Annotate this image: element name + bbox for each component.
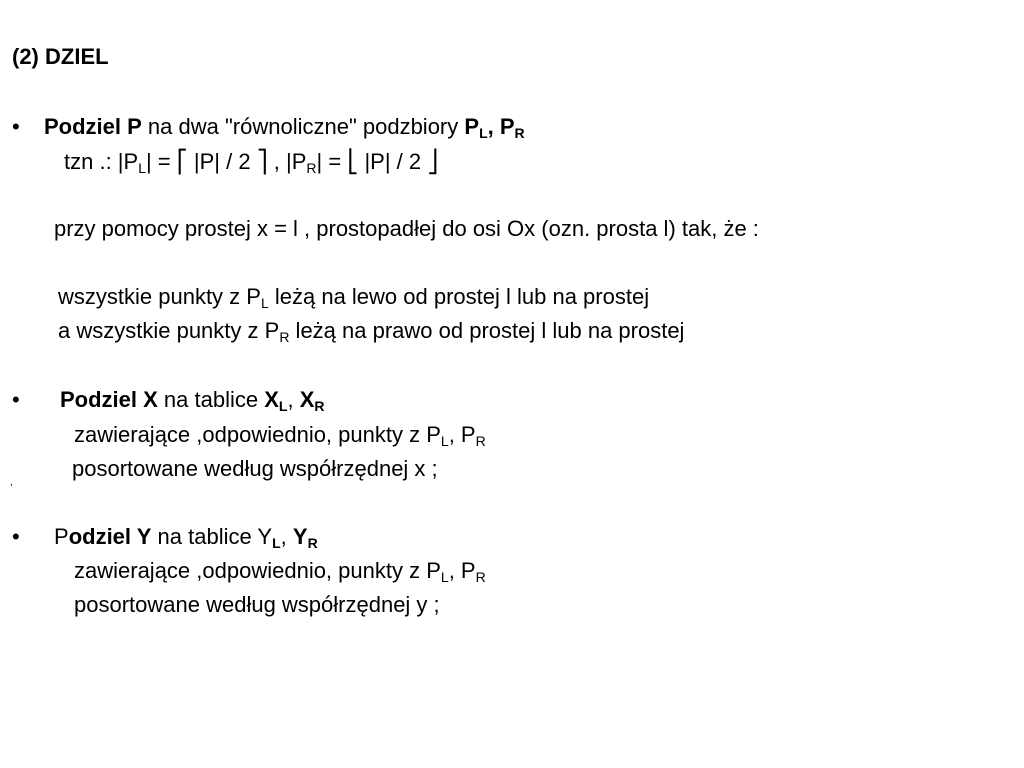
item-3-desc-1-sub1: L	[440, 569, 449, 585]
tzn-f: , |P	[267, 149, 307, 174]
item-1-pr-sub: R	[514, 125, 525, 141]
item-1-pr: P	[499, 114, 515, 139]
item-2-desc-1-sub1: L	[440, 433, 449, 449]
tzn-a: tzn .: |P	[64, 149, 139, 174]
item-3-sep: ,	[280, 524, 293, 549]
item-1-comma: ,	[487, 114, 500, 139]
item-2-desc-1	[74, 422, 486, 448]
slide-heading: (2) DZIEL	[12, 44, 109, 69]
item-3-desc-1-a: zawierające ,odpowiednio, punkty z P	[74, 558, 441, 583]
tzn-g: | =	[316, 149, 348, 174]
wszystkie-2-b: leżą na prawo od prostej l lub na prostej	[289, 318, 685, 343]
ceil-right-glyph: ⎤	[256, 149, 268, 174]
item-2-line	[60, 387, 325, 413]
item-2-desc-1-b: , P	[448, 422, 476, 447]
przy-line: przy pomocy prostej x = l , prostopadłej do osi Ox (ozn. prosta l) tak, że :	[54, 216, 759, 241]
item-3-y2-sub: R	[307, 535, 318, 551]
item-2-sep: ,	[287, 387, 300, 412]
bullet-3: •	[12, 524, 20, 549]
item-1-line	[44, 114, 525, 140]
tzn-d: |P| / 2	[187, 149, 257, 174]
item-2-x1-sub: L	[278, 398, 288, 414]
ceil-left-glyph: ⎡	[176, 149, 188, 174]
item-2-x2: X	[299, 387, 315, 412]
floor-right-glyph: ⎦	[427, 149, 439, 174]
item-3-desc-2: posortowane według współrzędnej y ;	[74, 592, 440, 617]
item-3-y1-sub: L	[272, 535, 281, 551]
item-1-keyword: Podziel P	[44, 114, 142, 139]
item-2-text: na tablice	[157, 387, 265, 412]
item-3-p: P	[54, 524, 69, 549]
tzn-i: |P| / 2	[358, 149, 428, 174]
item-2-x2-sub: R	[314, 398, 325, 414]
wszystkie-line-2	[58, 318, 684, 344]
stray-comma: ,	[10, 477, 13, 488]
wszystkie-1-b: leżą na lewo od prostej l lub na prostej	[268, 284, 650, 309]
tzn-line	[64, 149, 438, 175]
bullet-2: •	[12, 387, 20, 412]
item-3-desc-1	[74, 558, 486, 584]
item-3-text: na tablice Y	[151, 524, 273, 549]
item-3-y2: Y	[292, 524, 308, 549]
item-2-desc-2: posortowane według współrzędnej x ;	[72, 456, 438, 481]
bullet-1: •	[12, 114, 20, 139]
wszystkie-line-1	[58, 284, 649, 310]
tzn-a-sub: L	[138, 160, 146, 176]
item-2-desc-1-sub2: R	[475, 433, 486, 449]
item-2-x1: X	[264, 387, 279, 412]
item-2-desc-1-a: zawierające ,odpowiednio, punkty z P	[74, 422, 441, 447]
item-3-desc-1-sub2: R	[475, 569, 486, 585]
item-1-text: na dwa "równoliczne" podzbiory	[141, 114, 465, 139]
tzn-b: | =	[145, 149, 177, 174]
wszystkie-2-a: a wszystkie punkty z P	[58, 318, 280, 343]
wszystkie-2-sub: R	[279, 329, 290, 345]
wszystkie-1-sub: L	[260, 295, 269, 311]
item-2-keyword: Podziel X	[60, 387, 158, 412]
tzn-f-sub: R	[306, 160, 317, 176]
item-3-line	[54, 524, 318, 550]
item-1-pl: P	[464, 114, 480, 139]
item-1-pl-sub: L	[479, 125, 488, 141]
item-3-desc-1-b: , P	[448, 558, 476, 583]
floor-left-glyph: ⎣	[347, 149, 359, 174]
wszystkie-1-a: wszystkie punkty z P	[58, 284, 261, 309]
item-3-keyword: odziel Y	[68, 524, 152, 549]
